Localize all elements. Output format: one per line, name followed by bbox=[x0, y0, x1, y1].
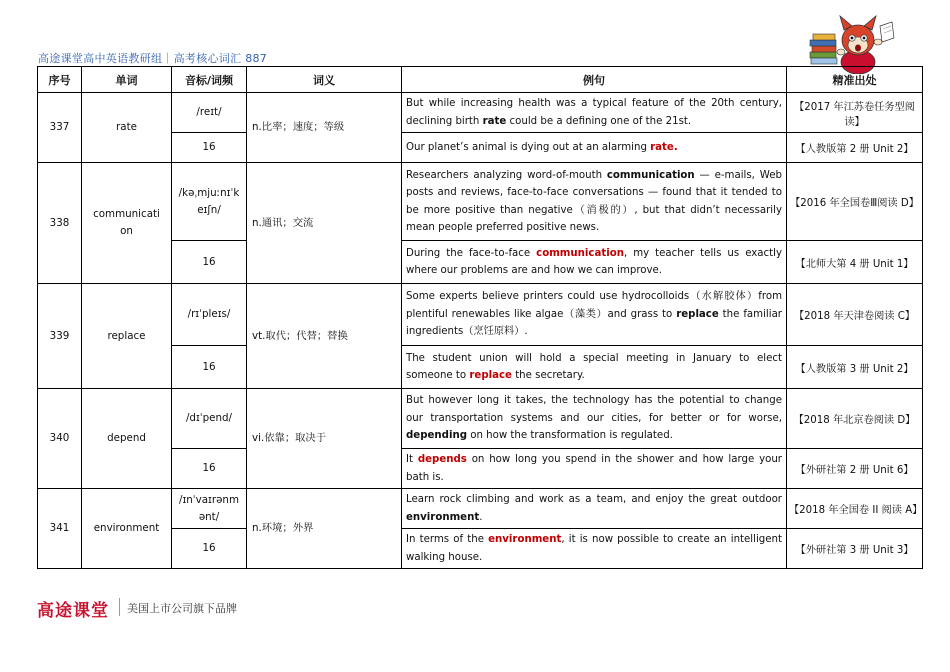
keyword-highlight: rate. bbox=[650, 141, 678, 153]
entry-word: environment bbox=[82, 489, 172, 569]
header-title: 高途课堂高中英语教研组｜高考核心词汇 887 bbox=[38, 52, 268, 65]
entry-meaning: n.比率；速度；等级 bbox=[247, 93, 402, 163]
example-source: 【2018 年全国卷 II 阅读 A】 bbox=[787, 489, 923, 529]
vocabulary-table bbox=[37, 66, 923, 569]
example-sentence: It depends on how long you spend in the shower and how large your bath is. bbox=[402, 449, 787, 489]
example-source: 【2016 年全国卷Ⅲ阅读 D】 bbox=[787, 163, 923, 241]
entry-phonetic: /dɪˈpend/ bbox=[172, 389, 247, 449]
keyword-highlight: replace bbox=[676, 308, 719, 320]
entry-word: depend bbox=[82, 389, 172, 489]
entry-number: 340 bbox=[38, 389, 82, 489]
header-phonetic-frequency: 音标/词频 bbox=[172, 67, 247, 93]
example-sentence: But while increasing health was a typical feature of the 20th century, declining birth rate could be a defining one of the 21st. bbox=[402, 93, 787, 133]
brand-logo: 高途课堂 bbox=[37, 601, 109, 621]
header-meaning: 词义 bbox=[247, 67, 402, 93]
entry-frequency: 16 bbox=[172, 529, 247, 569]
example-sentence: During the face-to-face communication, my teacher tells us exactly where our problems are and how we can improve. bbox=[402, 241, 787, 284]
entry-meaning: vt.取代；代替；替换 bbox=[247, 284, 402, 389]
entry-frequency: 16 bbox=[172, 449, 247, 489]
entry-frequency: 16 bbox=[172, 346, 247, 389]
keyword-highlight: replace bbox=[469, 370, 512, 381]
entry-phonetic: /kəˌmjuːnɪˈkeɪʃn/ bbox=[172, 163, 247, 241]
entry-phonetic: /reɪt/ bbox=[172, 93, 247, 133]
entry-word: communication bbox=[82, 163, 172, 284]
table-row bbox=[38, 489, 923, 529]
example-source: 【人教版第 2 册 Unit 2】 bbox=[787, 133, 923, 163]
entry-phonetic: /ɪnˈvaɪrənmənt/ bbox=[172, 489, 247, 529]
keyword-highlight: depends bbox=[417, 454, 467, 465]
table-row bbox=[38, 93, 923, 133]
footer-divider bbox=[119, 598, 120, 616]
example-sentence: The student union will hold a special meeting in January to elect someone to replace the secretary. bbox=[402, 346, 787, 389]
keyword-highlight: communication bbox=[606, 169, 695, 181]
example-sentence: Learn rock climbing and work as a team, and enjoy the great outdoor environment. bbox=[402, 489, 787, 529]
entry-number: 338 bbox=[38, 163, 82, 284]
entry-frequency: 16 bbox=[172, 133, 247, 163]
entry-meaning: n.通讯；交流 bbox=[247, 163, 402, 284]
keyword-highlight: environment bbox=[406, 511, 480, 523]
entry-meaning: n.环境；外界 bbox=[247, 489, 402, 569]
mascot-illustration bbox=[808, 12, 896, 74]
example-source: 【外研社第 3 册 Unit 3】 bbox=[787, 529, 923, 569]
example-sentence: Researchers analyzing word-of-mouth communication — e-mails, Web posts and reviews, face-to-face conversations — found that it tended to be more positive than negative（消极的）, but that didn’t necessarily mean people preferred positive news. bbox=[402, 163, 787, 241]
keyword-highlight: depending bbox=[406, 430, 467, 442]
example-sentence: In terms of the environment, it is now possible to create an intelligent walking house. bbox=[402, 529, 787, 569]
brand-tagline: 美国上市公司旗下品牌 bbox=[127, 602, 237, 615]
example-sentence: Our planet’s animal is dying out at an alarming rate. bbox=[402, 133, 787, 163]
entry-word: rate bbox=[82, 93, 172, 163]
example-source: 【外研社第 2 册 Unit 6】 bbox=[787, 449, 923, 489]
entry-number: 337 bbox=[38, 93, 82, 163]
table-row bbox=[38, 389, 923, 449]
keyword-highlight: communication bbox=[536, 247, 624, 259]
entry-frequency: 16 bbox=[172, 241, 247, 284]
example-source: 【2018 年北京卷阅读 D】 bbox=[787, 389, 923, 449]
example-sentence: Some experts believe printers could use hydrocolloids（水解胶体）from plentiful renewables like algae（藻类）and grass to replace the familiar ingredients（烹饪原料）. bbox=[402, 284, 787, 346]
example-source: 【人教版第 3 册 Unit 2】 bbox=[787, 346, 923, 389]
entry-meaning: vi.依靠；取决于 bbox=[247, 389, 402, 489]
entry-phonetic: /rɪˈpleɪs/ bbox=[172, 284, 247, 346]
entry-number: 341 bbox=[38, 489, 82, 569]
example-source: 【北师大第 4 册 Unit 1】 bbox=[787, 241, 923, 284]
keyword-highlight: environment bbox=[488, 534, 562, 545]
header-example: 例句 bbox=[402, 67, 787, 93]
entry-word: replace bbox=[82, 284, 172, 389]
header-number: 序号 bbox=[38, 67, 82, 93]
table-row bbox=[38, 163, 923, 241]
example-source: 【2018 年天津卷阅读 C】 bbox=[787, 284, 923, 346]
entry-number: 339 bbox=[38, 284, 82, 389]
header-source: 精准出处 bbox=[787, 67, 923, 93]
example-sentence: But however long it takes, the technology has the potential to change our transportation systems and our cities, for better or for worse, depending on how the transformation is regulated. bbox=[402, 389, 787, 449]
example-source: 【2017 年江苏卷任务型阅读】 bbox=[787, 93, 923, 133]
header-word: 单词 bbox=[82, 67, 172, 93]
table-header-row bbox=[38, 67, 923, 93]
keyword-highlight: rate bbox=[482, 115, 507, 127]
table-row bbox=[38, 284, 923, 346]
